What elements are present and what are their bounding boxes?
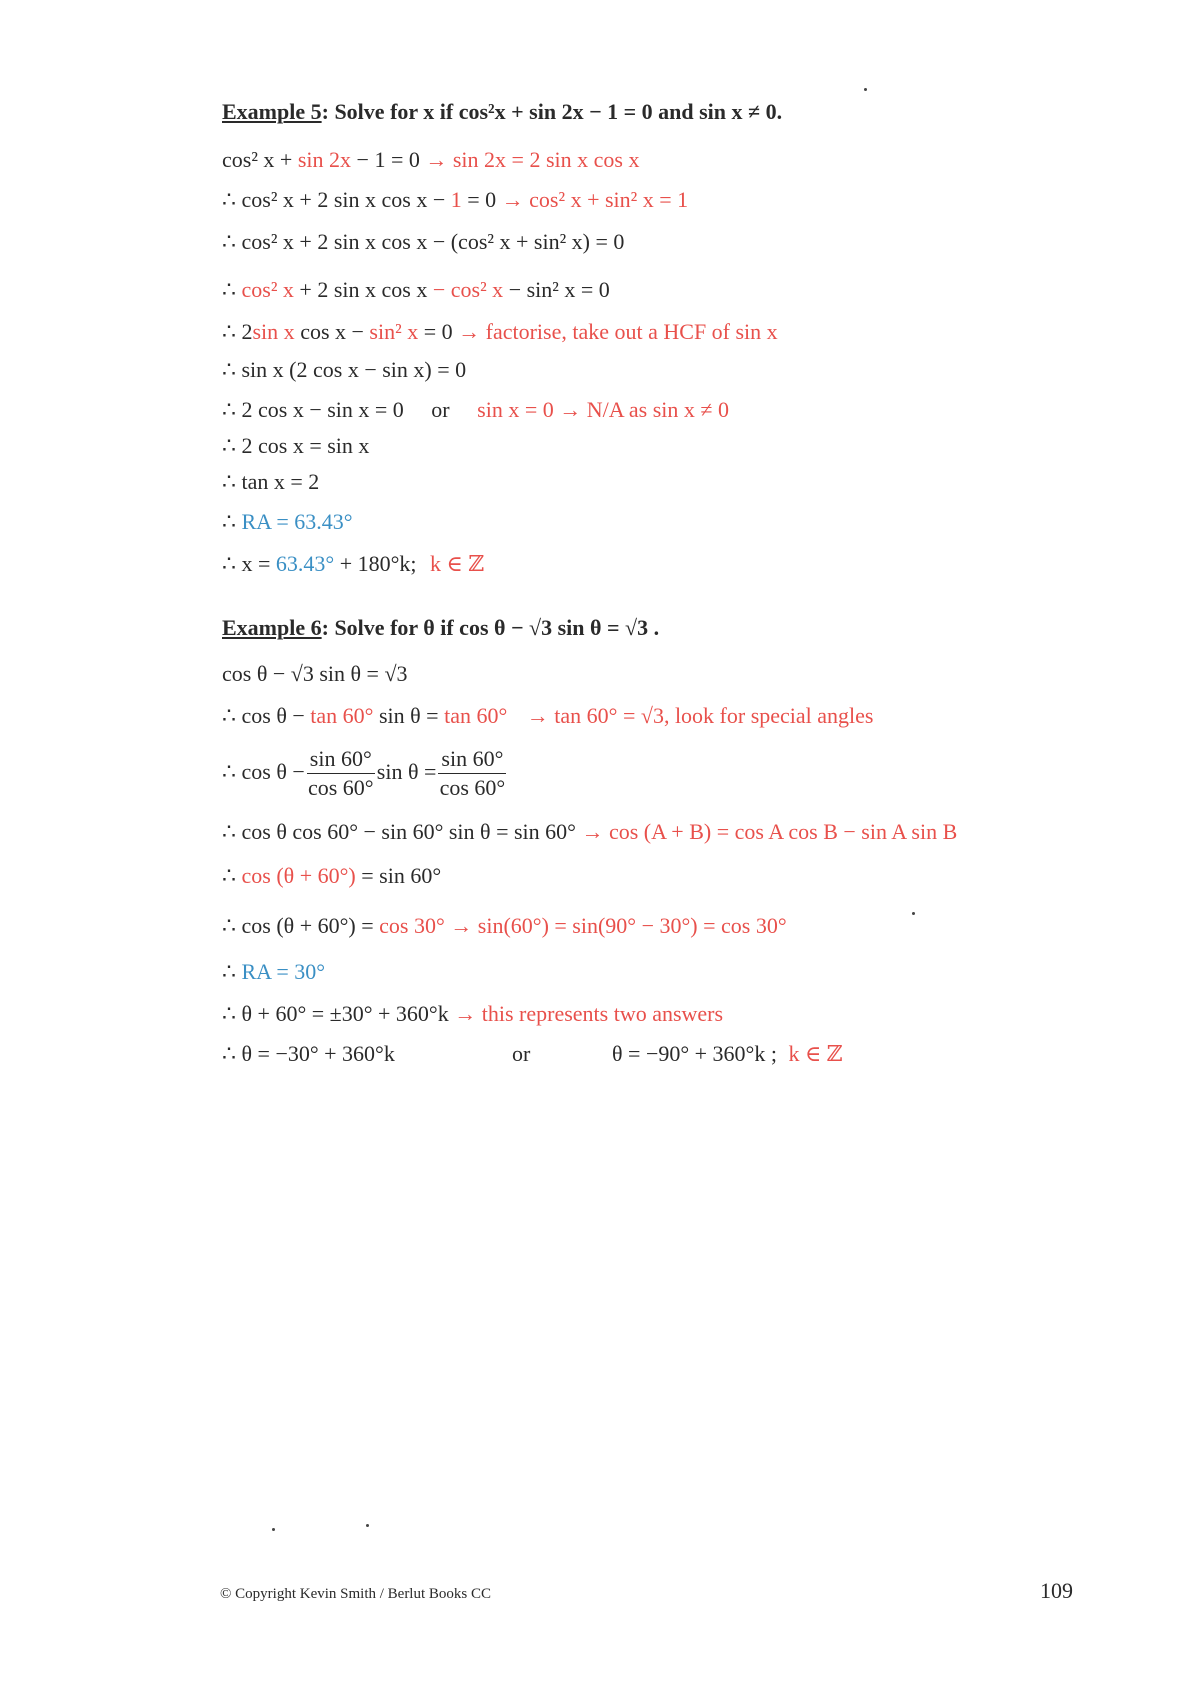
ex6-l3-denominator-1: cos 60° (307, 775, 374, 801)
ex5-l1-highlight: sin 2x (297, 147, 352, 172)
ex6-l3-text: ∴ cos θ − (222, 759, 305, 784)
example-5-label: Example 5 (222, 99, 322, 124)
ex5-reference-angle: RA = 63.43° (241, 509, 353, 534)
copyright-footer: © Copyright Kevin Smith / Berlut Books CC (220, 1586, 491, 1602)
ex5-l9-text: ∴ tan x = 2 (222, 469, 320, 494)
ex6-l9-second (612, 1040, 843, 1068)
ex6-l1-text: cos θ − √3 sin θ = √3 (222, 661, 408, 686)
ex5-l5-highlight: sin x (252, 319, 295, 344)
ex5-l4-text: + 2 sin x cos x (299, 277, 428, 302)
ex5-l1-note: → sin 2x = 2 sin x cos x (425, 147, 640, 172)
ex5-l7-text: ∴ 2 cos x − sin x = 0 or (222, 397, 450, 422)
ex5-line-7 (222, 396, 729, 424)
ex6-l3-numerator-1: sin 60° (307, 745, 375, 774)
scan-speck (864, 88, 867, 91)
example-6-label: Example 6 (222, 615, 322, 640)
ex6-line-5 (222, 862, 441, 890)
ex6-l8-note: → this represents two answers (454, 1001, 724, 1026)
ex5-l11-text: ∴ x = (222, 551, 271, 576)
ex6-l9-text: ∴ θ = −30° + 360°k (222, 1041, 395, 1066)
ex6-l3-numerator-2: sin 60° (438, 745, 506, 774)
ex6-line-2 (222, 702, 874, 730)
ex6-l3-text-2: sin θ = (376, 759, 437, 784)
ex5-l4-highlight: cos² x (241, 277, 294, 302)
ex6-reference-angle: RA = 30° (241, 959, 326, 984)
ex5-l5-text-2: cos x − (300, 319, 364, 344)
example-5-question: : Solve for x if cos²x + sin 2x − 1 = 0 and sin x ≠ 0. (321, 99, 783, 124)
ex5-l4-highlight-2: − cos² x (432, 277, 504, 302)
ex6-l9-domain: k ∈ ℤ (788, 1041, 843, 1066)
ex5-l7-note: sin x = 0 → N/A as sin x ≠ 0 (477, 397, 729, 422)
ex5-l2-note: → cos² x + sin² x = 1 (501, 187, 689, 212)
scan-speck (912, 912, 915, 915)
ex6-l6-note: cos 30° → sin(60°) = sin(90° − 30°) = cos 30° (379, 913, 787, 938)
example-6-question: : Solve for θ if cos θ − √3 sin θ = √3 . (321, 615, 660, 640)
ex6-l5-text: = sin 60° (361, 863, 442, 888)
example-6-heading (222, 614, 659, 642)
scan-speck (272, 1528, 275, 1531)
ex6-l3-fraction-2 (438, 745, 506, 802)
ex5-l5-text: ∴ 2 (222, 319, 253, 344)
ex6-line-9 (222, 1040, 862, 1068)
ex6-l2-highlight: tan 60° (310, 703, 374, 728)
ex6-l6-text: ∴ cos (θ + 60°) = (222, 913, 374, 938)
ex6-l3-fraction-1 (307, 745, 375, 802)
ex5-line-8 (222, 432, 369, 460)
ex5-l5-note: → factorise, take out a HCF of sin x (458, 319, 778, 344)
ex6-line-6 (222, 912, 787, 940)
page-number: 109 (1040, 1578, 1073, 1603)
ex6-line-3 (222, 744, 508, 802)
ex6-line-8 (222, 1000, 723, 1028)
ex5-l2-highlight: 1 (450, 187, 462, 212)
ex5-line-6 (222, 356, 466, 384)
ex6-l7-therefore: ∴ (222, 959, 236, 984)
ex6-l4-text: ∴ cos θ cos 60° − sin 60° sin θ = sin 60° (222, 819, 576, 844)
ex5-line-10 (222, 508, 353, 536)
ex5-l2-text: ∴ cos² x + 2 sin x cos x − (222, 187, 446, 212)
ex6-l2-text: ∴ cos θ − (222, 703, 305, 728)
ex5-line-5 (222, 318, 778, 346)
ex5-line-4 (222, 276, 610, 304)
ex5-line-3 (222, 228, 624, 256)
ex6-l8-text: ∴ θ + 60° = ±30° + 360°k (222, 1001, 449, 1026)
ex6-l9-or: or (512, 1041, 531, 1066)
ex5-l11-text-2: + 180°k; (339, 551, 417, 576)
ex6-line-7 (222, 958, 325, 986)
ex6-l3-denominator-2: cos 60° (439, 775, 506, 801)
ex5-l2-text-2: = 0 (467, 187, 497, 212)
ex6-line-1 (222, 660, 408, 688)
ex5-l10-therefore: ∴ (222, 509, 236, 534)
ex5-line-2 (222, 186, 688, 214)
ex6-l2-note: → tan 60° = √3, look for special angles (526, 703, 874, 728)
ex5-line-9 (222, 468, 319, 496)
ex5-l6-text: ∴ sin x (2 cos x − sin x) = 0 (222, 357, 467, 382)
ex5-l5-text-3: = 0 (423, 319, 453, 344)
ex5-l1-text-2: − 1 = 0 (356, 147, 420, 172)
ex5-l4-therefore: ∴ (222, 277, 236, 302)
ex5-l3-text: ∴ cos² x + 2 sin x cos x − (cos² x + sin² x) = 0 (222, 229, 625, 254)
ex6-l2-text-2: sin θ = (378, 703, 439, 728)
ex6-l5-highlight: cos (θ + 60°) (241, 863, 356, 888)
ex6-l5-therefore: ∴ (222, 863, 236, 888)
ex6-line-4 (222, 818, 957, 846)
ex5-l1-text: cos² x + (222, 147, 293, 172)
ex5-l5-highlight-2: sin² x (369, 319, 419, 344)
ex6-l4-note: → cos (A + B) = cos A cos B − sin A sin B (581, 819, 958, 844)
ex6-l2-highlight-2: tan 60° (444, 703, 508, 728)
ex5-l8-text: ∴ 2 cos x = sin x (222, 433, 370, 458)
ex5-l4-text-2: − sin² x = 0 (508, 277, 610, 302)
ex5-line-11 (222, 550, 484, 578)
ex5-l11-domain: k ∈ ℤ (430, 551, 485, 576)
scan-speck (366, 1524, 369, 1527)
ex5-line-1 (222, 146, 639, 174)
ex5-l11-angle: 63.43° (275, 551, 335, 576)
example-5-heading (222, 98, 782, 126)
ex6-l9-text-2: θ = −90° + 360°k ; (612, 1041, 777, 1066)
